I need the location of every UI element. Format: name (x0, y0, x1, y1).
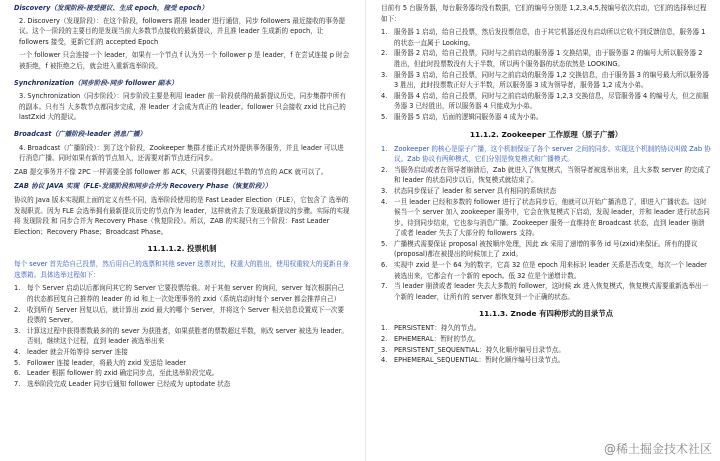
list-item-text: 服务器 2 启动，给自己投票，同时与之前启动的服务器 1 交换结果，由于服务器 2 的编号大所以服务器 2 胜出，但此时投票数没有大于半数，所以两个服务器的状态依然是 LOOKING。 (394, 49, 703, 68)
list-item: 1. 服务器 1 启动，给自己投票，然后发投票信息，由于其它机器还没有启动所以它收不到反馈信息，服务器 1 的状态一直属于 Looking。 (381, 28, 706, 47)
list-item: 6. Leader 根据 follower 的 zxid 确定同步点，至此选举阶段完成。 (14, 369, 219, 378)
list-item: 2. EPHEMERAL：暂时的节点。 (381, 335, 480, 344)
list-item-text: 广播模式需要保证 proposal 被按顺序处理，因此 zk 采用了递增的事务 id 号(zxid)来保证。所有的提议(proposal)都在被提出的时候加上了 zxid。 (394, 239, 698, 259)
list-item-text: leader 就会开始等待 server 连接 (27, 348, 128, 357)
left-column (14, 0, 350, 461)
list-item: 4. 服务器 4 启动，给自己投票，同时与之前启动的服务器 1,2,3 交换信息，尽管服务器 4 的编号大，但之前服务器 3 已经胜出，所以服务器 4 只能成为小弟。 (381, 91, 709, 111)
broadcast-paragraph: 4. Broadcast（广播阶段）：到了这个阶段，Zookeeper 集群才能正式对外提供事务服务，并且 leader 可以进行消息广播。同时如果有新的节点加入，还需要对新节点进行同步。 (19, 143, 344, 163)
list-item-text: Follower 连接 leader，将最大的 zxid 发送给 leader (27, 358, 187, 367)
list-item-text: 收到所有 Server 回复以后，就计算出 zxid 最大的哪个 Server，并将这个 Server 相关信息设置成下一次要投票的 Server。 (27, 305, 345, 325)
list-item: 3. 状态同步保证了 leader 和 server 具有相同的系统状态 (381, 186, 557, 195)
list-item-text: 每个 Server 启动以后都询问其它的 Server 它要投票给谁。对于其他 server 的询问，server 每次根据自己的状态都回复自己推荐的 leader 的 id 和上一次处理事务的 zxid（系统启动时每个 server 都会推荐自己） (27, 284, 345, 304)
list-item: 5. Follower 连接 leader，将最大的 zxid 发送给 leader (14, 358, 187, 367)
list-item-text: Zookeeper 的核心是原子广播，这个机制保证了各个 server 之间的同步。实现这个机制的协议叫做 Zab 协议。Zab 协议有两种模式，它们分别是恢复模式和广播模式。 (394, 144, 711, 164)
list-item: 1. Zookeeper 的核心是原子广播，这个机制保证了各个 server 之间的同步。实现这个机制的协议叫做 Zab 协议。Zab 协议有两种模式，它们分别是恢复模式和广播模式。 (381, 144, 711, 164)
list-item: 5. 广播模式需要保证 proposal 被按顺序处理，因此 zk 采用了递增的事务 id 号(zxid)来保证。所有的提议(proposal)都在被提出的时候加上了 zxid。 (381, 239, 698, 259)
list-item: 4. leader 就会开始等待 server 连接 (14, 348, 128, 357)
synchronization-label: Synchronization（同步阶段-同步 follower 副本） (14, 78, 178, 87)
column-divider (365, 0, 366, 461)
synchronization-paragraph: 3. Synchronization（同步阶段）：同步阶段主要是利用 leader 前一阶段获得的最新提议历史，同步集群中所有的副本。只有当 大多数节点都同步完成，准 leader 才会成为真正的 leader。follower 只会接收 zxid 比自己的 lastZxid 大的提议。 (19, 92, 346, 122)
list-item: 4. 一旦 leader 已经和多数的 follower 进行了状态同步后，他就可以开始广播消息了，即进入广播状态。这时候当一个 server 加入 zookeeper 服务中，它会在恢复模式下启动，发现 leader，并和 leader 进行状态同步。待到同步结束，它也参与消息广播。Zookeeper 服务一直维持在 Broadcast 状态，直到 leader 崩溃了或者 leader 失去了大部分的 followers 支持。 (381, 197, 710, 238)
list-item-text: EPHEMERAL：暂时的节点。 (394, 335, 480, 344)
list-item-text: 状态同步保证了 leader 和 server 具有相同的系统状态 (394, 186, 557, 195)
broadcast-label: Broadcast（广播阶段-leader 消息广播） (14, 129, 147, 138)
list-item-text: 一旦 leader 已经和多数的 follower 进行了状态同步后，他就可以开始广播消息了，即进入广播状态。这时候当一个 server 加入 zookeeper 服务中，它会在恢复模式下启动，发现 leader，并和 leader 进行状态同步。待到同步结束，它也参与消息广播。Zookeeper 服务一直维持在 Broadcast 状态，直到 leader 崩溃了或者 leader 失去了大部分的 followers 支持。 (394, 197, 710, 238)
list-item: 3. 服务器 3 启动，给自己投票，同时与之前启动的服务器 1,2 交换信息，由于服务器 3 的编号最大所以服务器 3 胜出，此时投票数正好大于半数，所以服务器 3 成为领导者，服务器 1,2 成为小弟。 (381, 70, 709, 90)
list-item: 7. 选举阶段完成 Leader 同步后通知 follower 已经成为 uptodate 状态 (14, 379, 231, 388)
list-item-text: 服务器 1 启动，给自己投票，然后发投票信息，由于其它机器还没有启动所以它收不到反馈信息，服务器 1 的状态一直属于 Looking。 (394, 28, 706, 47)
list-item: 1. PERSISTENT：持久的节点。 (381, 324, 481, 333)
right-column (381, 0, 711, 461)
discovery-paragraph: 2. Discovery（发现阶段）：在这个阶段，followers 跟准 leader 进行通信，同步 followers 最近接收的事务提议。这个一阶段的主要目的是发现当前大多数节点接收的最新提议，并且准 leader 生成新的 epoch，让 followers 接受，更新它们的 accepted Epoch (19, 16, 346, 46)
list-item-text: 实现中 zxid 是一个 64 为的数字，它高 32 位是 epoch 用来标识 leader 关系是否改变，每次一个 leader 被选出来，它都会有一个新的 epoch。低 32 位是个递增计数。 (394, 261, 707, 280)
list-item-text: 服务器 3 启动，给自己投票，同时与之前启动的服务器 1,2 交换信息，由于服务器 3 的编号最大所以服务器 3 胜出，此时投票数正好大于半数，所以服务器 3 成为领导者，服务器 1,2 成为小弟。 (394, 70, 709, 90)
list-item: 2. 收到所有 Server 回复以后，就计算出 zxid 最大的哪个 Server，并将这个 Server 相关信息设置成下一次要投票的 Server。 (14, 305, 345, 325)
list-item: 1. 每个 Server 启动以后都询问其它的 Server 它要投票给谁。对于其他 server 的询问，server 每次根据自己的状态都回复自己推荐的 leader 的 id 和上一次处理事务的 zxid（系统启动时每个 server 都会推荐自己） (14, 284, 345, 304)
voting-list (14, 283, 350, 389)
zab-commit-paragraph: ZAB 提交事务并不像 2PC 一样需要全部 follower 都 ACK，只需要得到超过半数的节点的 ACK 就可以了。 (14, 167, 328, 176)
list-item-text: 服务器 5 启动，后面的逻辑同服务器 4 成为小弟。 (394, 112, 543, 121)
list-item: 3. 计算这过程中获得票数最多的的 sever 为获胜者，如果获胜者的票数超过半数，则改 server 被选为 leader。否则，继续这个过程，直到 leader 被选举出来 (14, 326, 348, 346)
znode-list (381, 323, 711, 365)
list-item: 7. 当 leader 崩溃或者 leader 失去大多数的 follower，这时候 zk 进入恢复模式，恢复模式需要重新选举出一个新的 leader，让所有的 server 都恢复到一个正确的状态。 (381, 282, 709, 301)
list-item-text: 服务器 4 启动，给自己投票，同时与之前启动的服务器 1,2,3 交换信息，尽管服务器 4 的编号大，但之前服务器 3 已经胜出，所以服务器 4 只能成为小弟。 (394, 91, 709, 111)
list-item: 2. 服务器 2 启动，给自己投票，同时与之前启动的服务器 1 交换结果，由于服务器 2 的编号大所以服务器 2 胜出，但此时投票数没有大于半数，所以两个服务器的状态依然是 LOOKING。 (381, 49, 703, 68)
znode-heading: 11.1.3. Znode 有四种形式的目录节点 (478, 309, 614, 319)
list-item: 2. 当服务启动或者在领导者崩溃后，Zab 就进入了恢复模式，当领导者被选举出来，且大多数 server 的完成了和 leader 的状态同步以后，恢复模式就结束了。 (381, 165, 711, 185)
zab-java-paragraph: 协议的 Java 版本实现跟上面的定义有些不同，选举阶段使用的是 Fast Leader Election（FLE），它包含了 选举的发现职责。因为 FLE 会选举拥有最新提议历史的节点作为 leader，这样就省去了发现最新提议的步骤。实际的实现将 发现阶段 和 同步合并为 Recovery Phase（恢复阶段）。所以，ZAB 的实现只有三个阶段：Fast Leader Election；Recovery Phase；Broadcast Phase。 (14, 195, 350, 236)
follower-connect-paragraph: 一个 follower 只会连接一个 leader，如果有一个节点 f 认为另一个 follower p 是 leader，f 在尝试连接 p 时会被拒绝，f 被拒绝之后，就会进入重新选举阶段。 (19, 51, 350, 70)
discovery-label: Discovery（发现阶段-接受提议、生成 epoch，接受 epoch） (14, 4, 208, 12)
list-item: 4. EPHEMERAL_SEQUENTIAL：暂时化顺序编号目录节点。 (381, 356, 565, 365)
election-intro: 目前有 5 台服务器，每台服务器均没有数据，它们的编号分别是 1,2,3,4,5,按编号依次启动，它们的选择举过程如下： (381, 4, 707, 23)
list-item-text: 当服务启动或者在领导者崩溃后，Zab 就进入了恢复模式，当领导者被选举出来，且大多数 server 的完成了和 leader 的状态同步以后，恢复模式就结束了。 (394, 165, 711, 185)
list-item-text: 当 leader 崩溃或者 leader 失去大多数的 follower，这时候 zk 进入恢复模式，恢复模式需要重新选举出一个新的 leader，让所有的 server 都恢复到一个正确的状态。 (394, 282, 709, 301)
list-item-text: Leader 根据 follower 的 zxid 确定同步点，至此选举阶段完成。 (27, 369, 219, 378)
atomic-broadcast-heading: 11.1.2. Zookeeper 工作原理（原子广播） (469, 129, 623, 139)
list-item-text: 计算这过程中获得票数最多的的 sever 为获胜者，如果获胜者的票数超过半数，则改 server 被选为 leader。否则，继续这个过程，直到 leader 被选举出来 (27, 326, 348, 346)
list-item-text: EPHEMERAL_SEQUENTIAL：暂时化顺序编号目录节点。 (394, 356, 565, 365)
list-item-text: PERSISTENT：持久的节点。 (394, 324, 481, 333)
zab-java-label: ZAB 协议 JAVA 实现（FLE-发现阶段和同步合并为 Recovery Phase（恢复阶段）） (14, 182, 272, 191)
list-item: 5. 服务器 5 启动，后面的逻辑同服务器 4 成为小弟。 (381, 112, 543, 121)
election-steps (381, 27, 711, 122)
voting-heading: 11.1.1.2. 投票机制 (147, 244, 217, 254)
list-item-text: PERSISTENT_SEQUENTIAL：持久化顺序编号目录节点。 (394, 345, 565, 354)
list-item: 6. 实现中 zxid 是一个 64 为的数字，它高 32 位是 epoch 用来标识 leader 关系是否改变，每次一个 leader 被选出来，它都会有一个新的 epoch。低 32 位是个递增计数。 (381, 261, 707, 280)
atomic-broadcast-list (381, 144, 711, 303)
list-item-text: 选举阶段完成 Leader 同步后通知 follower 已经成为 uptodate 状态 (27, 379, 231, 388)
watermark: @稀土掘金技术社区 (603, 442, 712, 456)
voting-intro: 每个 sever 首先给自己投票，然后用自己的选票和其他 sever 选票对比，权重大的胜出，使用权重较大的更新自身选票箱。具体选举过程如下： (14, 260, 349, 279)
list-item: 3. PERSISTENT_SEQUENTIAL：持久化顺序编号目录节点。 (381, 345, 565, 354)
